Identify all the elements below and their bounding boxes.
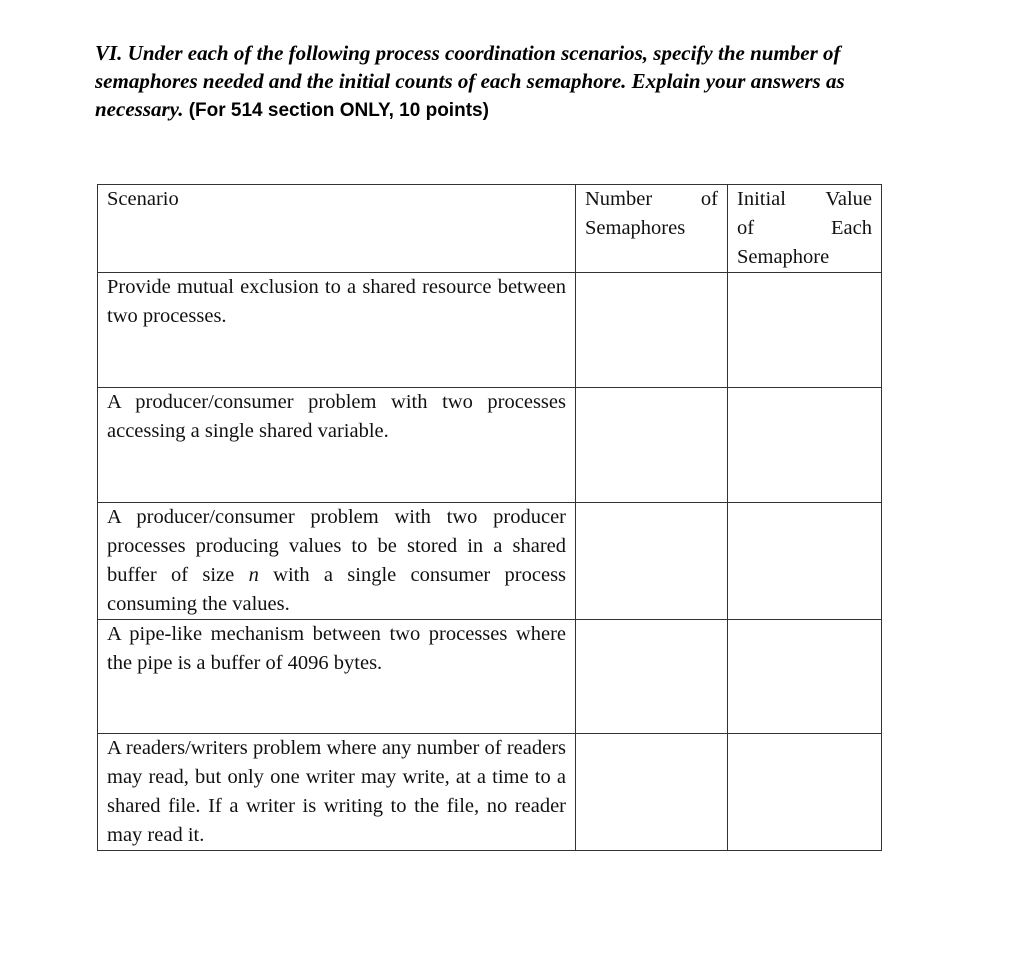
section-note: (For 514 section ONLY, 10 points) bbox=[188, 100, 489, 121]
semaphore-count-cell[interactable] bbox=[576, 388, 728, 503]
header-initial-line2: of Each bbox=[737, 217, 872, 239]
scenario-text: A readers/writers problem where any number of readers may read, but only one writer may write, at a time to a shared file. If a writer is writing to the file, no reader may read it. bbox=[107, 737, 566, 846]
scenario-cell bbox=[98, 388, 576, 503]
scenario-text: Provide mutual exclusion to a shared resource between two processes. bbox=[107, 276, 566, 327]
semaphore-count-cell[interactable] bbox=[576, 503, 728, 620]
scenario-text-part2: with a single consumer process consuming the values. bbox=[107, 564, 567, 615]
semaphore-count-cell[interactable] bbox=[576, 620, 728, 734]
initial-value-cell[interactable] bbox=[728, 734, 882, 851]
table-row bbox=[98, 503, 882, 620]
table-row bbox=[98, 388, 882, 503]
table-row bbox=[98, 620, 882, 734]
table-row bbox=[98, 734, 882, 851]
initial-value-cell[interactable] bbox=[728, 620, 882, 734]
scenario-cell bbox=[98, 734, 576, 851]
buffer-size-variable: n bbox=[248, 564, 259, 586]
semaphore-count-cell[interactable] bbox=[576, 273, 728, 388]
table-header-row bbox=[98, 185, 882, 273]
header-count-line1: Number of bbox=[585, 188, 718, 210]
scenario-text-part1: A producer/consumer problem with two producer processes producing values to be stored in a shared buffer of size bbox=[107, 506, 566, 586]
question-text: VI. Under each of the following process coordination scenarios, specify the number of semaphores needed and the initial counts of each semaphore. Explain your answers as necessary. bbox=[95, 41, 845, 121]
initial-value-cell[interactable] bbox=[728, 503, 882, 620]
header-number-of-semaphores bbox=[576, 185, 728, 273]
header-count-line2: Semaphores bbox=[585, 217, 686, 239]
header-initial-line3: Semaphore bbox=[737, 246, 830, 268]
scenario-cell bbox=[98, 273, 576, 388]
scenario-cell bbox=[98, 620, 576, 734]
scenario-table bbox=[97, 184, 882, 851]
semaphore-count-cell[interactable] bbox=[576, 734, 728, 851]
scenario-text: A producer/consumer problem with two processes accessing a single shared variable. bbox=[107, 391, 566, 442]
scenario-text: A pipe-like mechanism between two processes where the pipe is a buffer of 4096 bytes. bbox=[107, 623, 566, 674]
header-initial-value bbox=[728, 185, 882, 273]
initial-value-cell[interactable] bbox=[728, 388, 882, 503]
header-initial-line1: Initial Value bbox=[737, 188, 872, 210]
scenario-cell bbox=[98, 503, 576, 620]
initial-value-cell[interactable] bbox=[728, 273, 882, 388]
table-row bbox=[98, 273, 882, 388]
header-scenario bbox=[98, 185, 576, 273]
question-heading bbox=[95, 39, 905, 125]
header-scenario-label: Scenario bbox=[107, 188, 179, 210]
